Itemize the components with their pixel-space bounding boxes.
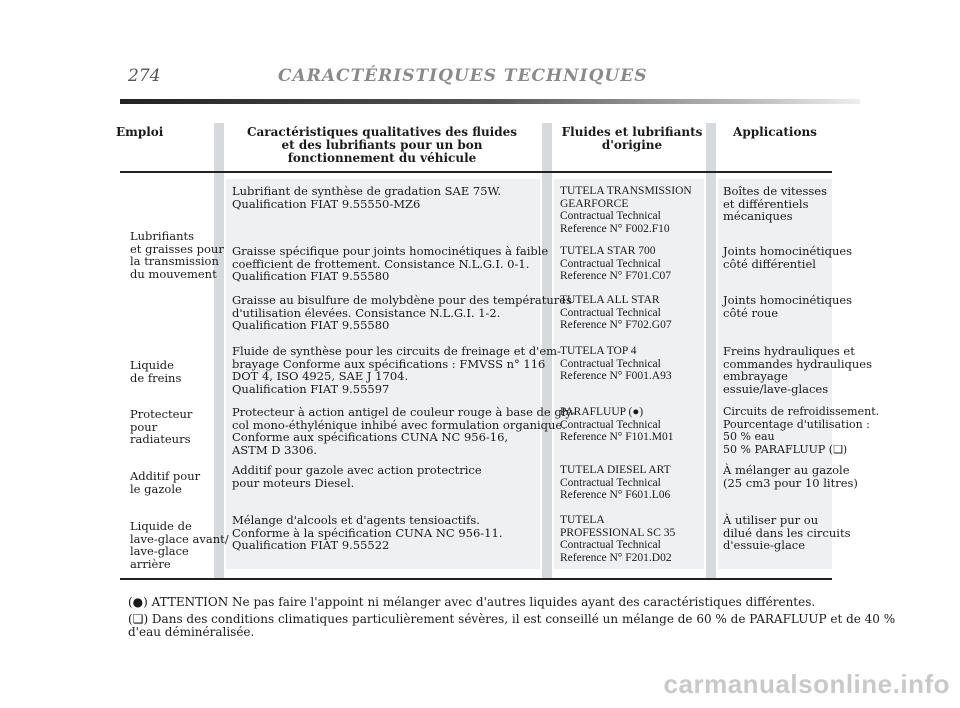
- table-row-use: Liquide de freins: [130, 358, 182, 385]
- table-top-rule: [120, 171, 832, 173]
- column-divider: [706, 123, 716, 578]
- table-row-use: Liquide de lave-glace avant/ lave-glace arrière: [130, 519, 229, 571]
- table-row-application: À mélanger au gazole (25 cm3 pour 10 litres): [723, 463, 858, 490]
- column-divider: [214, 123, 224, 578]
- table-row-application: Joints homocinétiques côté roue: [723, 293, 853, 320]
- table-row-fluid: TUTELA PROFESSIONAL SC 35 Contractual Technical Reference N° F201.D02: [560, 514, 676, 564]
- table-row-fluid: TUTELA TRANSMISSION GEARFORCE Contractual Technical Reference N° F002.F10: [560, 185, 692, 235]
- table-row-fluid: TUTELA ALL STAR Contractual Technical Reference N° F702.G07: [560, 294, 672, 331]
- table-row-application: Joints homocinétiques côté différentiel: [723, 244, 853, 271]
- column-header-use: Emploi: [116, 125, 164, 139]
- footnote-climate: (❑) Dans des conditions climatiques particulièrement sévères, il est conseillé un mélange de 60 % de PARAFLUUP et de 40 % d'eau déminéralisée.: [128, 612, 896, 639]
- header-rule: [120, 99, 860, 104]
- table-row-spec: Graisse spécifique pour joints homocinétiques à faible coefficient de frottement. Consistance N.L.G.I. 0-1. Qualification FIAT 9.55580: [232, 244, 549, 283]
- table-row-use: Lubrifiants et graisses pour la transmission du mouvement: [130, 229, 224, 281]
- table-row-application: À utiliser pur ou dilué dans les circuits d'essuie-glace: [723, 513, 851, 552]
- column-header-applications: Applications: [733, 125, 817, 139]
- table-row-spec: Additif pour gazole avec action protectrice pour moteurs Diesel.: [232, 463, 482, 490]
- column-header-fluid: Fluides et lubrifiants d'origine: [561, 125, 703, 152]
- footnote-attention: (●) ATTENTION Ne pas faire l'appoint ni mélanger avec d'autres liquides ayant des caractéristiques différentes.: [128, 595, 816, 609]
- table-row-application: Freins hydrauliques et commandes hydrauliques embrayage essuie/lave-glaces: [723, 344, 873, 396]
- table-row-spec: Protecteur à action antigel de couleur rouge à base de gly- col mono-éthylénique inhibé avec formulation organique. Conforme aux spécifications CUNA NC 956-16, ASTM D 3306.: [232, 405, 576, 457]
- table-row-fluid: PARAFLUUP (●) Contractual Technical Reference N° F101.M01: [560, 406, 674, 443]
- table-bottom-rule: [120, 578, 832, 580]
- table-row-application: Boîtes de vitesses et différentiels mécaniques: [723, 184, 827, 223]
- table-row-application: Circuits de refroidissement. Pourcentage d'utilisation : 50 % eau 50 % PARAFLUUP (❑): [723, 405, 880, 456]
- table-row-spec: Mélange d'alcools et d'agents tensioactifs. Conforme à la spécification CUNA NC 956-11. Qualification FIAT 9.55522: [232, 513, 503, 552]
- table-row-use: Additif pour le gazole: [130, 469, 201, 496]
- table-row-fluid: TUTELA TOP 4 Contractual Technical Reference N° F001.A93: [560, 345, 672, 382]
- table-row-use: Protecteur pour radiateurs: [130, 407, 193, 446]
- table-row-spec: Fluide de synthèse pour les circuits de freinage et d'em- brayage Conforme aux spécifications : FMVSS n° 116 DOT 4, ISO 4925, SAE J 1704. Qualification FIAT 9.55597: [232, 344, 561, 396]
- page-number: 274: [128, 66, 161, 86]
- table-row-spec: Graisse au bisulfure de molybdène pour des températures d'utilisation élevées. Consistance N.L.G.I. 1-2. Qualification FIAT 9.55580: [232, 293, 572, 332]
- watermark: carmanualsonline.info: [663, 669, 950, 699]
- table-row-spec: Lubrifiant de synthèse de gradation SAE 75W. Qualification FIAT 9.55550-MZ6: [232, 184, 501, 211]
- column-header-spec: Caractéristiques qualitatives des fluides et des lubrifiants pour un bon fonctionnement du véhicule: [246, 125, 518, 165]
- page-header-title: CARACTÉRISTIQUES TECHNIQUES: [278, 66, 648, 86]
- table-row-fluid: TUTELA DIESEL ART Contractual Technical Reference N° F601.L06: [560, 464, 671, 501]
- table-row-fluid: TUTELA STAR 700 Contractual Technical Reference N° F701.C07: [560, 245, 671, 282]
